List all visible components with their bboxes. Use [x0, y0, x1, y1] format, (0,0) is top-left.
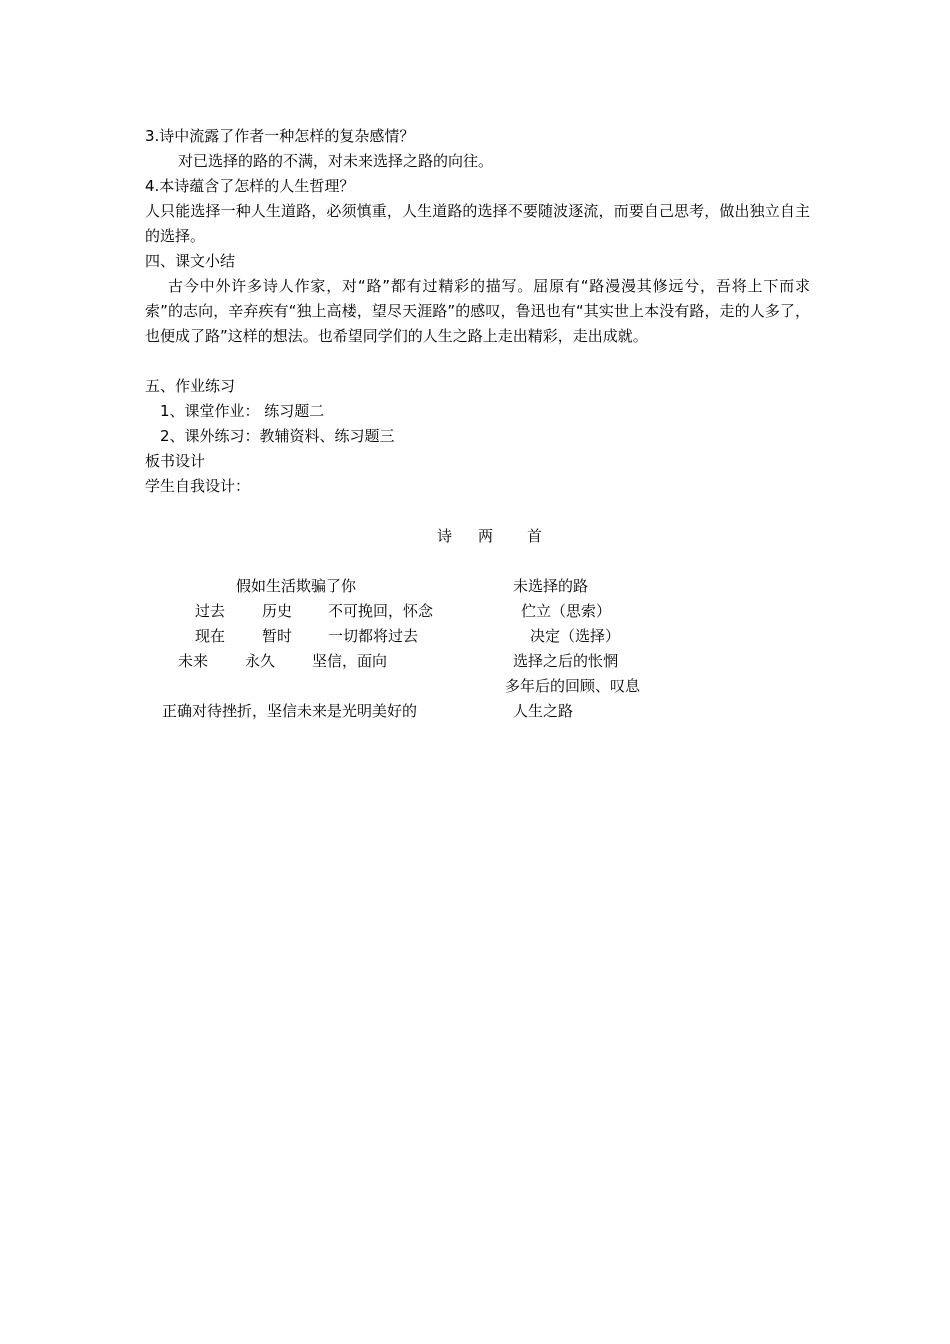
left-row-1-attitude: 不可挽回，怀念: [328, 602, 434, 620]
board-design-label: 板书设计: [145, 452, 206, 470]
question-3: 3.诗中流露了作者一种怎样的复杂感情？: [145, 127, 415, 145]
board-title: [437, 524, 542, 549]
left-row-3-attitude: 坚信，面向: [312, 652, 388, 670]
homework-heading: 五、作业练习: [145, 377, 236, 395]
left-row-2-attitude: 一切都将过去: [328, 627, 419, 645]
right-line-2: 决定（选择）: [530, 627, 621, 645]
right-line-1: 伫立（思索）: [521, 602, 612, 620]
left-row-3-nature: 永久: [245, 652, 276, 670]
right-line-3: 选择之后的怅惘: [513, 652, 619, 670]
question-4: 4.本诗蕴含了怎样的人生哲理？: [145, 177, 355, 195]
right-line-5: 人生之路: [513, 702, 574, 720]
left-poem-title: 假如生活欺骗了你: [236, 577, 357, 595]
homework-item-2: 2、课外练习：教辅资料、练习题三: [160, 427, 395, 445]
left-row-2-time: 现在: [195, 627, 226, 645]
left-row-3-time: 未来: [178, 652, 209, 670]
answer-4: 人只能选择一种人生道路，必须慎重，人生道路的选择不要随波逐流，而要自己思考，做出独立自主的选择。: [145, 202, 810, 245]
homework-item-1: 1、课堂作业： 练习题二: [160, 402, 325, 420]
board-title-char: 首: [527, 527, 543, 545]
student-design-label: 学生自我设计：: [145, 477, 251, 495]
right-poem-title: 未选择的路: [513, 577, 589, 595]
board-title-char: 诗: [437, 527, 453, 545]
left-conclusion: 正确对待挫折，坚信未来是光明美好的: [162, 702, 418, 720]
left-row-1-time: 过去: [195, 602, 226, 620]
summary-body: 古今中外许多诗人作家，对“路”都有过精彩的描写。屈原有“路漫漫其修远兮，吾将上下而求索”的志向，辛弃疾有“独上高楼，望尽天涯路”的感叹，鲁迅也有“其实世上本没有路，走的人多了，也便成了路”这样的想法。也希望同学们的人生之路上走出精彩，走出成就。: [145, 277, 810, 345]
left-row-2-nature: 暂时: [262, 627, 293, 645]
answer-3: 对已选择的路的不满，对未来选择之路的向往。: [178, 152, 494, 170]
summary-heading: 四、课文小结: [145, 252, 236, 270]
board-title-char: 两: [478, 527, 494, 545]
left-row-1-nature: 历史: [262, 602, 293, 620]
right-line-4: 多年后的回顾、叹息: [505, 677, 641, 695]
